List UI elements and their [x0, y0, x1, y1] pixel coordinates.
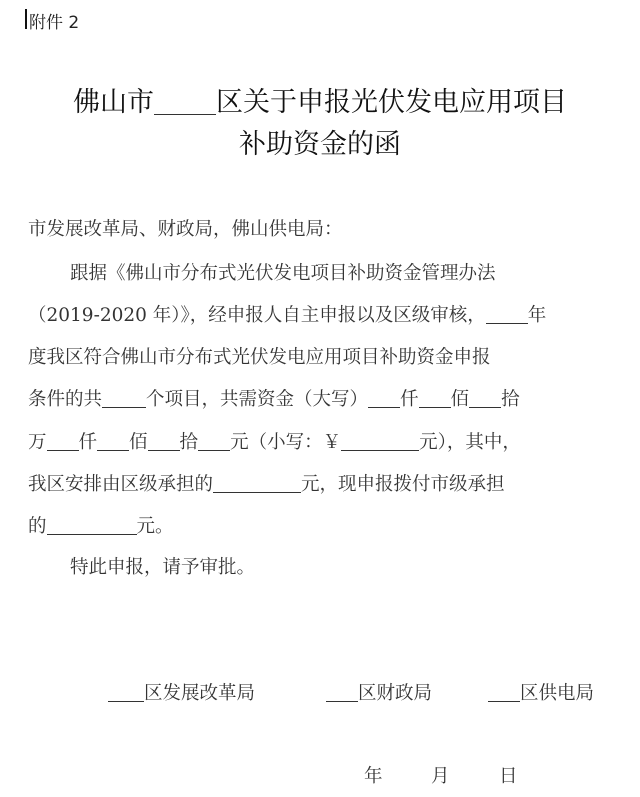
district-amount-blank[interactable] [213, 474, 301, 494]
amount-blank[interactable] [47, 432, 79, 452]
body-text: 拾 [179, 432, 199, 453]
amount-blank[interactable] [368, 389, 400, 409]
year-blank[interactable] [486, 305, 528, 325]
numeric-amount-blank[interactable] [341, 432, 419, 452]
body-text: 万 [28, 432, 47, 453]
body-line-7 [28, 512, 174, 538]
body-line-1: 跟据《佛山市分布式光伏发电项目补助资金管理办法 [70, 263, 496, 284]
body-text: 元（小写：￥ [230, 432, 342, 453]
body-text: 我区安排由区级承担的 [28, 474, 214, 495]
body-text: 元。 [136, 516, 174, 537]
attachment-label: 附件 2 [29, 13, 80, 33]
date-year: 年 [364, 766, 383, 787]
signature-text: 区财政局 [358, 683, 433, 704]
title-suffix: 区关于申报光伏发电应用项目 [216, 87, 567, 118]
body-text: 拾 [501, 389, 520, 410]
text-cursor [25, 9, 27, 29]
closing-line: 特此申报，请予审批。 [70, 557, 256, 578]
title-prefix: 佛山市 [73, 87, 154, 118]
body-text: （2019-2020 年）》，经申报人自主申报以及区级审核， [28, 305, 486, 326]
body-text: 元），其中， [419, 432, 521, 453]
date-day: 日 [499, 766, 518, 787]
body-text: 条件的共 [28, 389, 103, 410]
signature-power-supply [488, 679, 594, 705]
amount-blank[interactable] [148, 432, 180, 452]
title-line-2: 补助资金的函 [239, 129, 401, 160]
district-blank[interactable] [154, 87, 216, 115]
signature-development-reform [108, 679, 255, 705]
body-text: 仟 [78, 432, 98, 453]
amount-blank[interactable] [469, 389, 501, 409]
body-text: 的 [28, 516, 47, 537]
body-line-4 [28, 385, 520, 411]
body-text: 佰 [129, 432, 148, 453]
body-text: 仟 [400, 389, 419, 410]
signature-text: 区发展改革局 [144, 683, 256, 704]
recipient-line: 市发展改革局、财政局，佛山供电局： [28, 219, 343, 240]
district-blank[interactable] [488, 683, 520, 703]
project-count-blank[interactable] [102, 389, 146, 409]
amount-blank[interactable] [198, 432, 230, 452]
body-text: 年 [527, 305, 547, 326]
body-text: 元，现申报拨付市级承担 [301, 474, 505, 495]
date-month: 月 [431, 766, 450, 787]
amount-blank[interactable] [97, 432, 129, 452]
signature-text: 区供电局 [520, 683, 595, 704]
amount-blank[interactable] [419, 389, 451, 409]
district-blank[interactable] [108, 683, 144, 703]
body-line-6 [28, 470, 505, 496]
city-amount-blank[interactable] [47, 516, 137, 536]
body-line-2 [28, 301, 546, 327]
signature-finance [326, 679, 432, 705]
title-line-1 [0, 80, 640, 119]
body-text: 佰 [450, 389, 470, 410]
district-blank[interactable] [326, 683, 358, 703]
body-line-3: 度我区符合佛山市分布式光伏发电应用项目补助资金申报 [28, 347, 491, 368]
body-text: 个项目，共需资金（大写） [146, 389, 369, 410]
body-line-5 [28, 428, 521, 454]
